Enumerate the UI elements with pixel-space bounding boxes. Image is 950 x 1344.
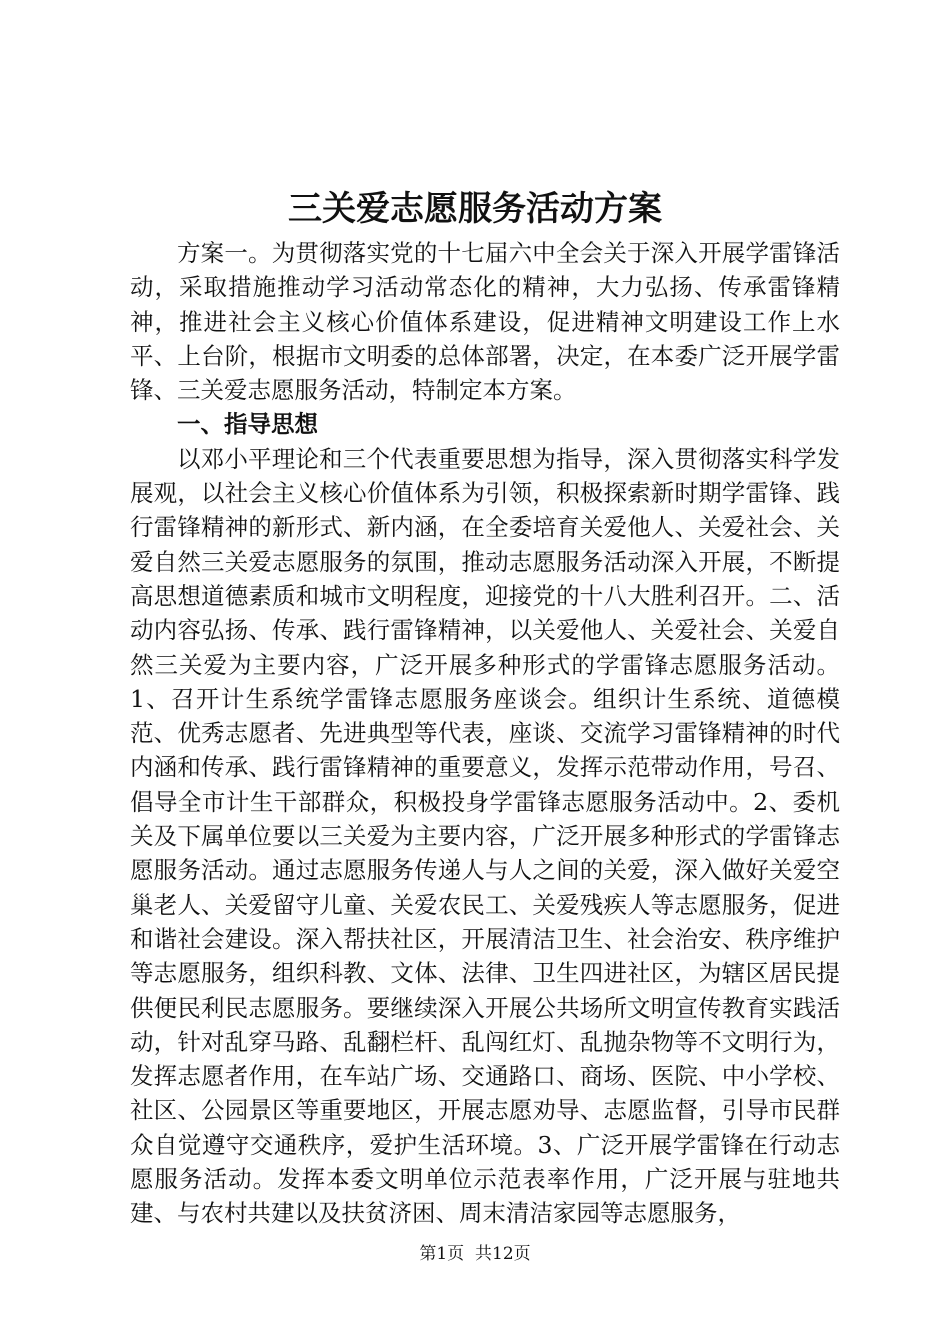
document-body <box>130 236 840 1231</box>
paragraph-intro: 方案一。为贯彻落实党的十七届六中全会关于深入开展学雷锋活动，采取措施推动学习活动常态化的精神，大力弘扬、传承雷锋精神，推进社会主义核心价值体系建设，促进精神文明建设工作上水平、上台阶，根据市文明委的总体部署，决定，在本委广泛开展学雷锋、三关爱志愿服务活动，特制定本方案。 <box>130 239 840 405</box>
page-number-total: 共12页 <box>475 1244 531 1264</box>
paragraph-main: 以邓小平理论和三个代表重要思想为指导，深入贯彻落实科学发展观，以社会主义核心价值体系为引领，积极探索新时期学雷锋、践行雷锋精神的新形式、新内涵，在全委培育关爱他人、关爱社会、关爱自然三关爱志愿服务的氛围，推动志愿服务活动深入开展，不断提高思想道德素质和城市文明程度，迎接党的十八大胜利召开。二、活动内容弘扬、传承、践行雷锋精神，以关爱他人、关爱社会、关爱自然三关爱为主要内容，广泛开展多种形式的学雷锋志愿服务活动。1、召开计生系统学雷锋志愿服务座谈会。组织计生系统、道德模范、优秀志愿者、先进典型等代表，座谈、交流学习雷锋精神的时代内涵和传承、践行雷锋精神的重要意义，发挥示范带动作用，号召、倡导全市计生干部群众，积极投身学雷锋志愿服务活动中。2、委机关及下属单位要以三关爱为主要内容，广泛开展多种形式的学雷锋志愿服务活动。通过志愿服务传递人与人之间的关爱，深入做好关爱空巢老人、关爱留守儿童、关爱农民工、关爱残疾人等志愿服务，促进和谐社会建设。深入帮扶社区，开展清洁卫生、社会治安、秩序维护等志愿服务，组织科教、文体、法律、卫生四进社区，为辖区居民提供便民利民志愿服务。要继续深入开展公共场所文明宣传教育实践活动，针对乱穿马路、乱翻栏杆、乱闯红灯、乱抛杂物等不文明行为，发挥志愿者作用，在车站广场、交通路口、商场、医院、中小学校、社区、公园景区等重要地区，开展志愿劝导、志愿监督，引导市民群众自觉遵守交通秩序，爱护生活环境。3、广泛开展学雷锋在行动志愿服务活动。发挥本委文明单位示范表率作用，广泛开展与驻地共建、与农村共建以及扶贫济困、周末清洁家园等志愿服务， <box>130 444 840 1228</box>
document-title: 三关爱志愿服务活动方案 <box>288 189 662 229</box>
page-footer <box>0 1243 950 1265</box>
section-heading-guiding-ideology: 一、指导思想 <box>177 410 318 439</box>
footer-spacer <box>464 1244 475 1264</box>
page-number-current: 第1页 <box>419 1244 465 1264</box>
